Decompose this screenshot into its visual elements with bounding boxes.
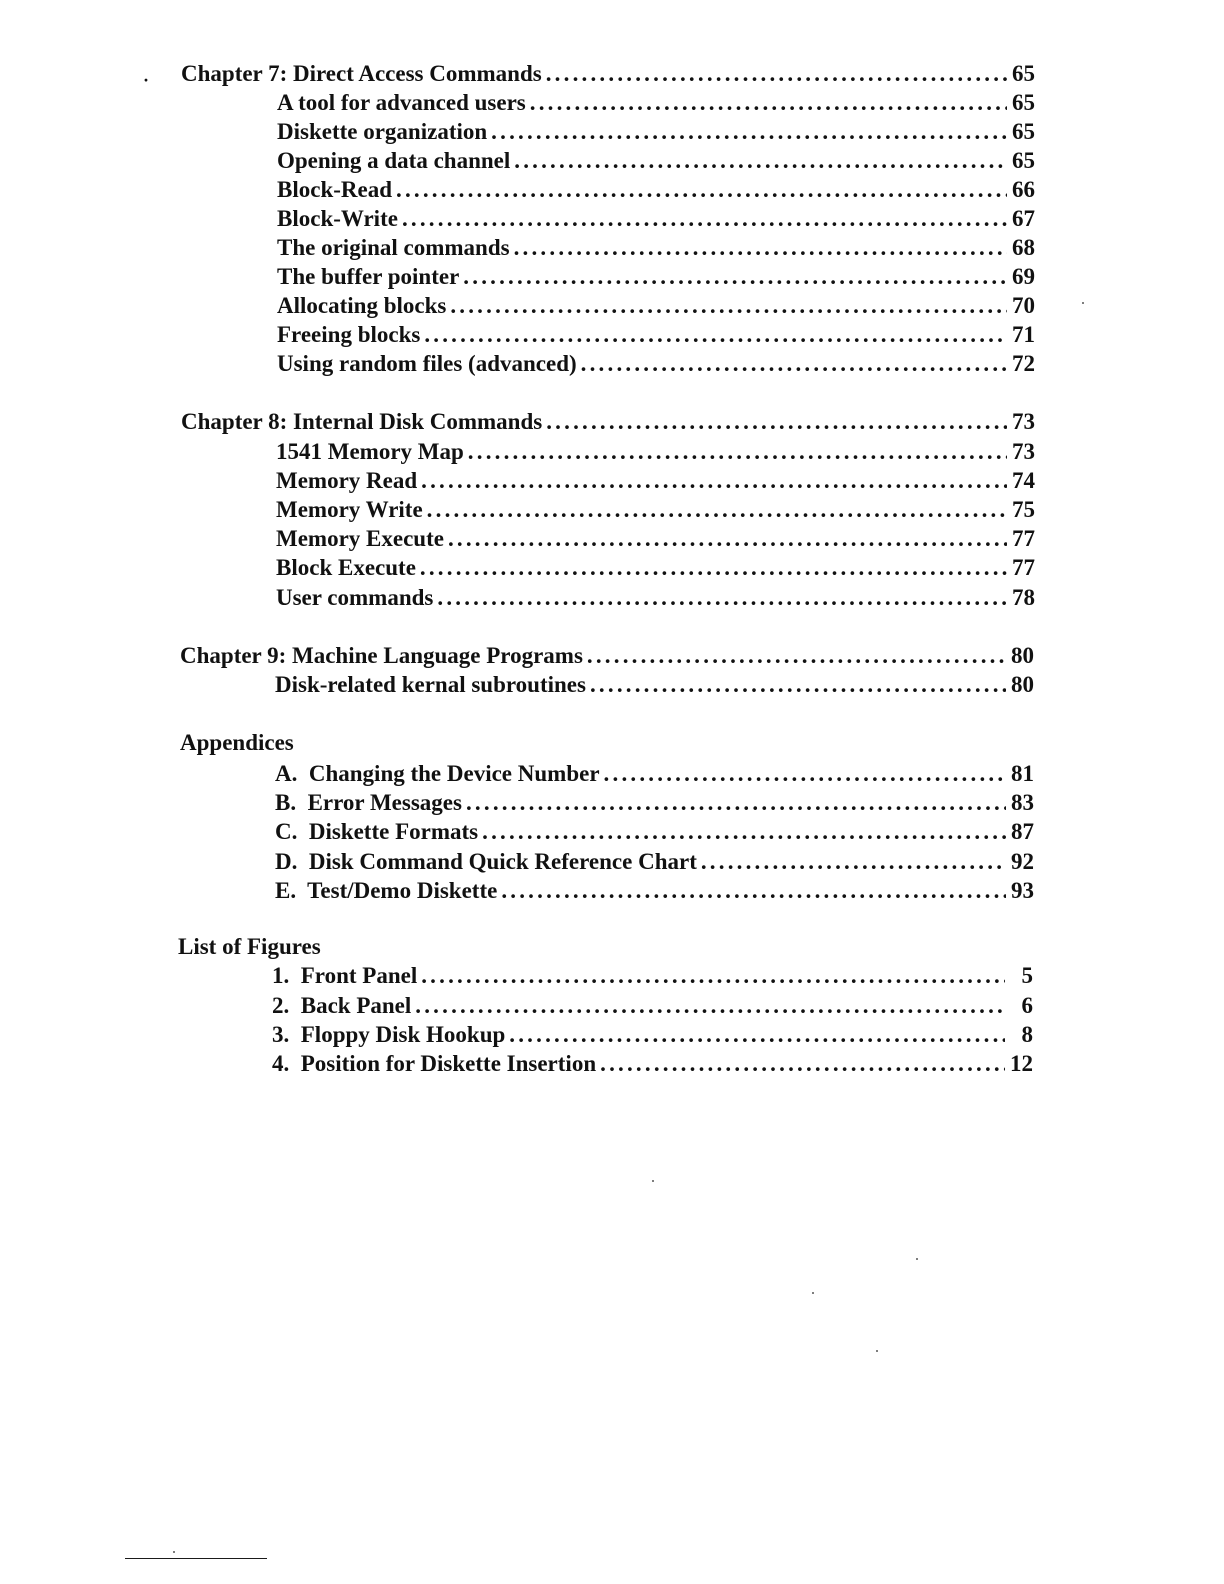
scan-speck	[876, 1350, 878, 1352]
page-number: 80	[1011, 672, 1034, 697]
entry-label: 4. Position for Diskette Insertion	[272, 1051, 597, 1076]
entry-label: B. Error Messages	[275, 790, 462, 815]
dot-leader	[450, 291, 1007, 320]
page-number: 8	[1021, 1022, 1033, 1047]
chapter-title: Chapter 7: Direct Access Commands	[181, 61, 542, 86]
entry-label: The buffer pointer	[277, 264, 460, 289]
page-number: 77	[1012, 526, 1035, 551]
toc-entry	[275, 788, 1034, 817]
entry-label: User commands	[276, 585, 434, 610]
dot-leader	[468, 437, 1007, 466]
dot-leader	[448, 524, 1007, 553]
entry-label: The original commands	[277, 235, 510, 260]
toc-entry	[272, 1020, 1033, 1049]
dot-leader	[546, 407, 1007, 436]
scan-speck	[173, 1551, 175, 1553]
toc-chapter-heading	[181, 59, 1035, 88]
toc-entry	[277, 349, 1035, 378]
bullet-mark: ·	[143, 70, 150, 90]
dot-leader	[415, 991, 1005, 1020]
page-number: 75	[1012, 497, 1035, 522]
page-number: 77	[1012, 555, 1035, 580]
entry-label: A. Changing the Device Number	[275, 761, 600, 786]
toc-entry	[275, 817, 1034, 846]
page-number: 78	[1012, 585, 1035, 610]
appendices-heading: Appendices	[180, 730, 294, 755]
toc-entry	[277, 146, 1035, 175]
toc-entry	[276, 524, 1035, 553]
page-number: 71	[1012, 322, 1035, 347]
dot-leader	[482, 817, 1006, 846]
entry-label: 1541 Memory Map	[276, 439, 464, 464]
dot-leader	[421, 466, 1007, 495]
toc-entry	[276, 583, 1035, 612]
page-number: 65	[1012, 119, 1035, 144]
dot-leader	[587, 641, 1006, 670]
toc-entry	[275, 876, 1034, 905]
figures-heading: List of Figures	[178, 934, 321, 959]
page-number: 66	[1012, 177, 1035, 202]
entry-label: Block-Write	[277, 206, 398, 231]
entry-label: Diskette organization	[277, 119, 488, 144]
toc-entry	[275, 670, 1034, 699]
entry-label: Using random files (advanced)	[277, 351, 577, 376]
scan-speck	[652, 1180, 654, 1182]
entry-label: Block Execute	[276, 555, 416, 580]
page-number: 70	[1012, 293, 1035, 318]
toc-chapter-heading	[181, 407, 1035, 436]
entry-label: Memory Execute	[276, 526, 444, 551]
entry-label: Block-Read	[277, 177, 392, 202]
page-number: 69	[1012, 264, 1035, 289]
entry-label: Disk-related kernal subroutines	[275, 672, 586, 697]
toc-entry	[276, 495, 1035, 524]
scan-speck	[1082, 302, 1084, 304]
dot-leader	[424, 320, 1007, 349]
toc-entry	[277, 204, 1035, 233]
toc-entry	[276, 553, 1035, 582]
toc-entry	[276, 466, 1035, 495]
page-number: 87	[1011, 819, 1034, 844]
toc-entry	[272, 991, 1033, 1020]
page-number: 92	[1011, 849, 1034, 874]
page-number: 12	[1010, 1051, 1033, 1076]
toc-entry	[272, 1049, 1033, 1078]
page-number: 81	[1011, 761, 1034, 786]
dot-leader	[514, 233, 1007, 262]
page-number: 65	[1012, 90, 1035, 115]
toc-entry	[277, 233, 1035, 262]
dot-leader	[466, 788, 1006, 817]
entry-label: Memory Write	[276, 497, 423, 522]
page-number: 74	[1012, 468, 1035, 493]
chapter-title: Chapter 9: Machine Language Programs	[180, 643, 583, 668]
dot-leader	[421, 961, 1005, 990]
dot-leader	[590, 670, 1006, 699]
toc-entry	[277, 88, 1035, 117]
dot-leader	[420, 553, 1007, 582]
dot-leader	[581, 349, 1007, 378]
toc-entry	[277, 291, 1035, 320]
entry-label: Memory Read	[276, 468, 418, 493]
dot-leader	[501, 876, 1006, 905]
entry-label: 3. Floppy Disk Hookup	[272, 1022, 506, 1047]
scan-speck	[812, 1292, 814, 1294]
entry-label: D. Disk Command Quick Reference Chart	[275, 849, 697, 874]
dot-leader	[600, 1049, 1005, 1078]
dot-leader	[530, 88, 1007, 117]
entry-label: 2. Back Panel	[272, 993, 412, 1018]
page-number: 73	[1012, 439, 1035, 464]
page-number: 73	[1012, 409, 1035, 434]
toc-entry	[277, 175, 1035, 204]
page-number: 6	[1021, 993, 1033, 1018]
toc-entry	[277, 117, 1035, 146]
page-number: 65	[1012, 61, 1035, 86]
dot-leader	[437, 583, 1007, 612]
dot-leader	[402, 204, 1007, 233]
page-number: 80	[1011, 643, 1034, 668]
page-number: 72	[1012, 351, 1035, 376]
toc-entry	[275, 759, 1034, 788]
toc-entry	[275, 847, 1034, 876]
entry-label: E. Test/Demo Diskette	[275, 878, 498, 903]
footnote-rule	[125, 1558, 267, 1559]
page-number: 67	[1012, 206, 1035, 231]
dot-leader	[604, 759, 1006, 788]
entry-label: Opening a data channel	[277, 148, 511, 173]
dot-leader	[396, 175, 1007, 204]
toc-entry	[277, 262, 1035, 291]
page-number: 93	[1011, 878, 1034, 903]
chapter-title: Chapter 8: Internal Disk Commands	[181, 409, 543, 434]
scan-speck	[916, 1258, 918, 1260]
dot-leader	[463, 262, 1007, 291]
entry-label: C. Diskette Formats	[275, 819, 479, 844]
dot-leader	[427, 495, 1007, 524]
page-number: 68	[1012, 235, 1035, 260]
dot-leader	[491, 117, 1007, 146]
entry-label: A tool for advanced users	[277, 90, 526, 115]
toc-entry	[272, 961, 1033, 990]
entry-label: Freeing blocks	[277, 322, 421, 347]
dot-leader	[546, 59, 1007, 88]
entry-label: 1. Front Panel	[272, 963, 418, 988]
entry-label: Allocating blocks	[277, 293, 447, 318]
toc-chapter-heading	[180, 641, 1034, 670]
dot-leader	[514, 146, 1007, 175]
dot-leader	[509, 1020, 1005, 1049]
toc-entry	[276, 437, 1035, 466]
toc-entry	[277, 320, 1035, 349]
page-number: 65	[1012, 148, 1035, 173]
page-number: 83	[1011, 790, 1034, 815]
dot-leader	[701, 847, 1006, 876]
page-number: 5	[1021, 963, 1033, 988]
